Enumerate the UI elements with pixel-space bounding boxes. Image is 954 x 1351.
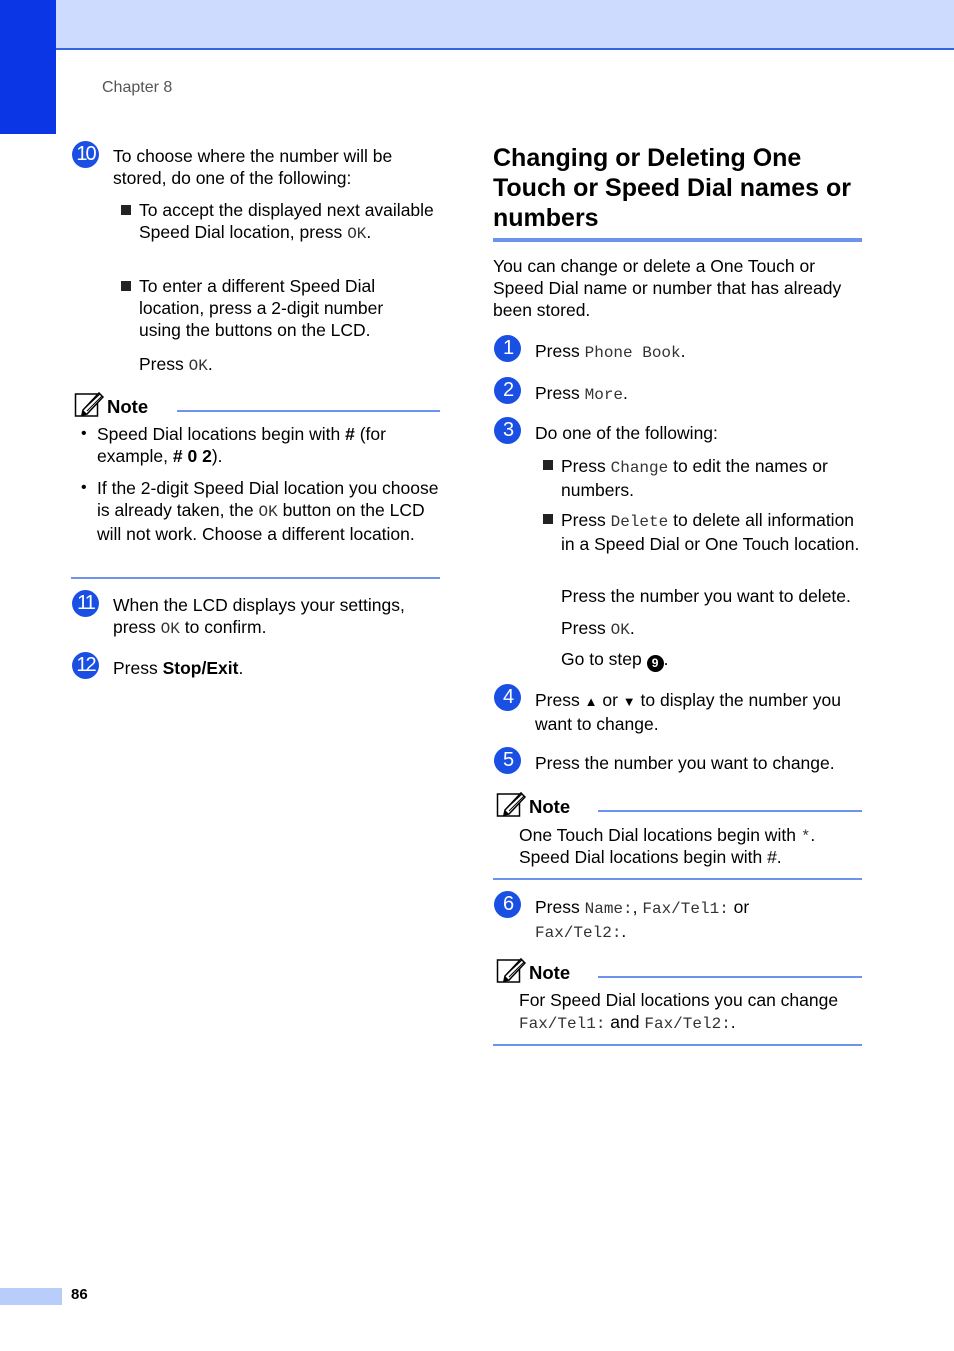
section-heading: Changing or Deleting One Touch or Speed Dial names or numbers <box>493 144 851 232</box>
step-3-option-2: Press Delete to delete all information in a Speed Dial or One Touch location. <box>561 510 860 554</box>
header-rule <box>56 48 954 50</box>
note-1-rule <box>177 410 440 412</box>
header-band <box>0 0 954 49</box>
bullet-square-icon <box>543 514 553 524</box>
note-2-label: Note <box>529 796 571 817</box>
chapter-label: Chapter 8 <box>102 79 173 96</box>
note-3-text: For Speed Dial locations you can change Fax/Tel1: and Fax/Tel2:. <box>519 990 839 1033</box>
note-pencil-icon <box>74 390 104 418</box>
step-2-text: Press More. <box>535 383 628 404</box>
step-10-option-2: To enter a different Speed Dial location, press a 2-digit number using the buttons on the LCD. <box>139 276 384 340</box>
bullet-square-icon <box>543 460 553 470</box>
name-key: Name: <box>584 900 633 918</box>
note-2-header <box>496 790 570 818</box>
section-intro: You can change or delete a One Touch or Speed Dial name or number that has already been stored. <box>493 256 842 320</box>
more-key: More <box>584 386 624 404</box>
fax-tel2-key: Fax/Tel2: <box>535 924 622 942</box>
note-3-rule <box>598 976 862 978</box>
step-3-press-ok: Press OK. <box>561 618 635 639</box>
note-1-header <box>74 390 148 418</box>
ok-key: OK <box>258 503 278 521</box>
page-number: 86 <box>71 1286 88 1303</box>
bullet-dot: • <box>81 479 87 496</box>
ok-key: OK <box>160 620 180 638</box>
ok-key: OK <box>188 357 208 375</box>
step-6-text: Press Name:, Fax/Tel1: or Fax/Tel2:. <box>535 897 750 942</box>
step-3-option-1: Press Change to edit the names or numbers. <box>561 456 828 500</box>
note-1-end-rule <box>71 577 440 579</box>
note-3-header <box>496 956 570 984</box>
change-key: Change <box>610 459 669 477</box>
step-10-badge: 10 <box>72 141 99 168</box>
step-2-badge: 2 <box>494 377 521 404</box>
ok-key: OK <box>610 621 630 639</box>
phone-book-key: Phone Book <box>584 344 681 362</box>
footer-tab <box>0 1288 62 1305</box>
note-2-rule <box>598 810 862 812</box>
step-10-text: To choose where the number will be stored, do one of the following: <box>113 146 393 188</box>
chapter-tab <box>0 0 56 134</box>
fax-tel2-key: Fax/Tel2: <box>644 1015 731 1033</box>
fax-tel1-key: Fax/Tel1: <box>642 900 729 918</box>
note-2-end-rule <box>493 878 862 880</box>
step-6-badge: 6 <box>494 891 521 918</box>
step-5-badge: 5 <box>494 747 521 774</box>
step-ref-badge: 9 <box>647 655 664 672</box>
option-1-text: To accept the displayed next available Speed Dial location, press <box>139 200 434 242</box>
section-heading-rule <box>493 238 862 242</box>
bullet-square-icon <box>121 205 131 215</box>
star-key: * <box>800 828 811 846</box>
step-3-goto: Go to step 9 . <box>561 649 669 670</box>
step-12-badge: 12 <box>72 652 99 679</box>
press-label: Press <box>139 354 184 374</box>
step-11-badge: 11 <box>72 590 99 617</box>
note-1-bullet-1: Speed Dial locations begin with # (for example, # 0 2). <box>97 424 386 466</box>
step-11-text: When the LCD displays your settings, press OK to confirm. <box>113 595 405 638</box>
step-5-text: Press the number you want to change. <box>535 753 835 773</box>
step-12-text: Press Stop/Exit. <box>113 658 244 678</box>
stop-exit-key: Stop/Exit <box>162 658 239 678</box>
note-3-label: Note <box>529 962 571 983</box>
up-arrow-icon: ▲ <box>584 694 598 709</box>
note-pencil-icon <box>496 790 526 818</box>
fax-tel1-key: Fax/Tel1: <box>519 1015 606 1033</box>
down-arrow-icon: ▼ <box>622 694 636 709</box>
step-4-text: Press ▲ or ▼ to display the number you want to change. <box>535 690 841 734</box>
step-1-badge: 1 <box>494 335 521 362</box>
bullet-dot: • <box>81 425 87 442</box>
step-3-badge: 3 <box>494 417 521 444</box>
note-2-line-2: Speed Dial locations begin with #. <box>519 847 782 867</box>
note-pencil-icon <box>496 956 526 984</box>
note-3-end-rule <box>493 1044 862 1046</box>
step-4-badge: 4 <box>494 684 521 711</box>
note-1-bullet-2: If the 2-digit Speed Dial location you choose is already taken, the OK button on the LCD will not work. Choose a different location. <box>97 478 439 544</box>
step-3-text: Do one of the following: <box>535 423 718 443</box>
step-10-press-ok: Press OK. <box>139 354 213 375</box>
bullet-square-icon <box>121 281 131 291</box>
ok-key: OK <box>347 225 367 243</box>
step-3-delete-line: Press the number you want to delete. <box>561 586 851 606</box>
step-1-text: Press Phone Book. <box>535 341 686 362</box>
step-10-option-1: To accept the displayed next available Speed Dial location, press OK. <box>139 200 434 243</box>
delete-key: Delete <box>610 513 669 531</box>
note-1-label: Note <box>107 396 149 417</box>
note-2-line-1: One Touch Dial locations begin with *. <box>519 825 816 846</box>
